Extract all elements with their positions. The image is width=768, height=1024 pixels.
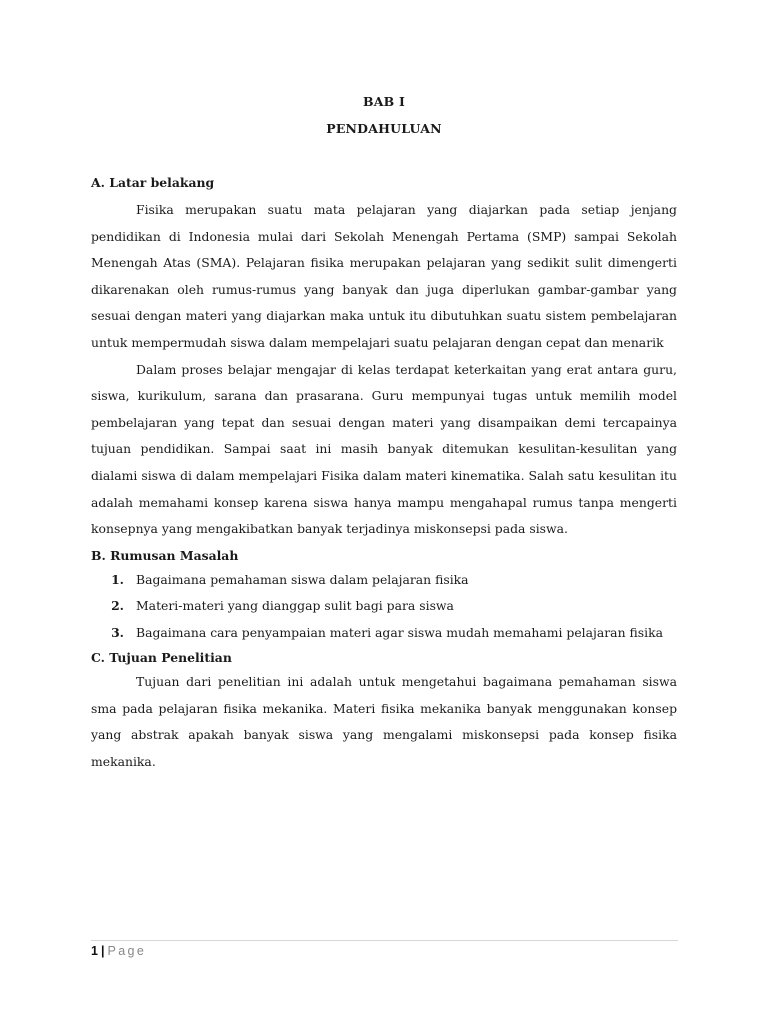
document-body [91,173,677,776]
problem-list [91,567,677,647]
footer-rule [91,940,678,941]
list-item-number: 2. [111,598,124,614]
section-heading-a: A. Latar belakang [91,175,215,190]
paragraph: Tujuan dari penelitian ini adalah untuk mengetahui bagaimana pemahaman siswa sma pada pelajaran fisika mekanika. Materi fisika mekanika banyak menggunakan konsep yang abstrak apakah banyak siswa yang mengalami miskonsepsi pada konsep fisika mekanika. [91,674,677,769]
list-item-number: 1. [111,571,124,587]
section-tujuan-penelitian [91,648,677,775]
paragraph: Fisika merupakan suatu mata pelajaran yang diajarkan pada setiap jenjang pendidikan di Indonesia mulai dari Sekolah Menengah Pertama (SMP) sampai Sekolah Menengah Atas (SMA). Pelajaran fisika merupakan pelajaran yang sedikit sulit dimengerti dikarenakan oleh rumus-rumus yang banyak dan juga diperlukan gambar-gambar yang sesuai dengan materi yang diajarkan maka untuk itu dibutuhkan suatu sistem pembelajaran untuk mempermudah siswa dalam mempelajari suatu pelajaran dengan cepat dan menarik [91,202,677,350]
section-latar-belakang [91,173,677,543]
list-item-text: Bagaimana pemahaman siswa dalam pelajaran fisika [136,571,469,587]
section-heading-c: C. Tujuan Penelitian [91,650,232,666]
list-item [91,593,677,620]
section-heading-b: B. Rumusan Masalah [91,547,239,563]
footer-separator: | [100,944,105,958]
page-label: Page [107,944,147,958]
section-rumusan-masalah [91,546,677,647]
list-item-text: Materi-materi yang dianggap sulit bagi para siswa [136,598,454,614]
chapter-title: PENDAHULUAN [326,121,442,136]
list-item [91,620,677,647]
chapter-number: BAB I [362,94,406,109]
paragraph: Dalam proses belajar mengajar di kelas terdapat keterkaitan yang erat antara guru, siswa, kurikulum, sarana dan prasarana. Guru mempunyai tugas untuk memilih model pembelajaran yang tepat dan sesuai dengan materi yang disampaikan demi tercapainya tujuan pendidikan. Sampai saat ini masih banyak ditemukan kesulitan-kesulitan yang dialami siswa di dalam mempelajari Fisika dalam materi kinematika. Salah satu kesulitan itu adalah memahami konsep karena siswa hanya mampu mengahapal rumus tanpa mengerti konsepnya yang mengakibatkan banyak terjadinya miskonsepsi pada siswa. [91,361,677,537]
list-item [91,567,677,594]
page-footer [91,943,146,959]
list-item-number: 3. [111,624,124,640]
list-item-text: Bagaimana cara penyampaian materi agar siswa mudah memahami pelajaran fisika [136,624,663,640]
page-number: 1 [91,944,98,958]
